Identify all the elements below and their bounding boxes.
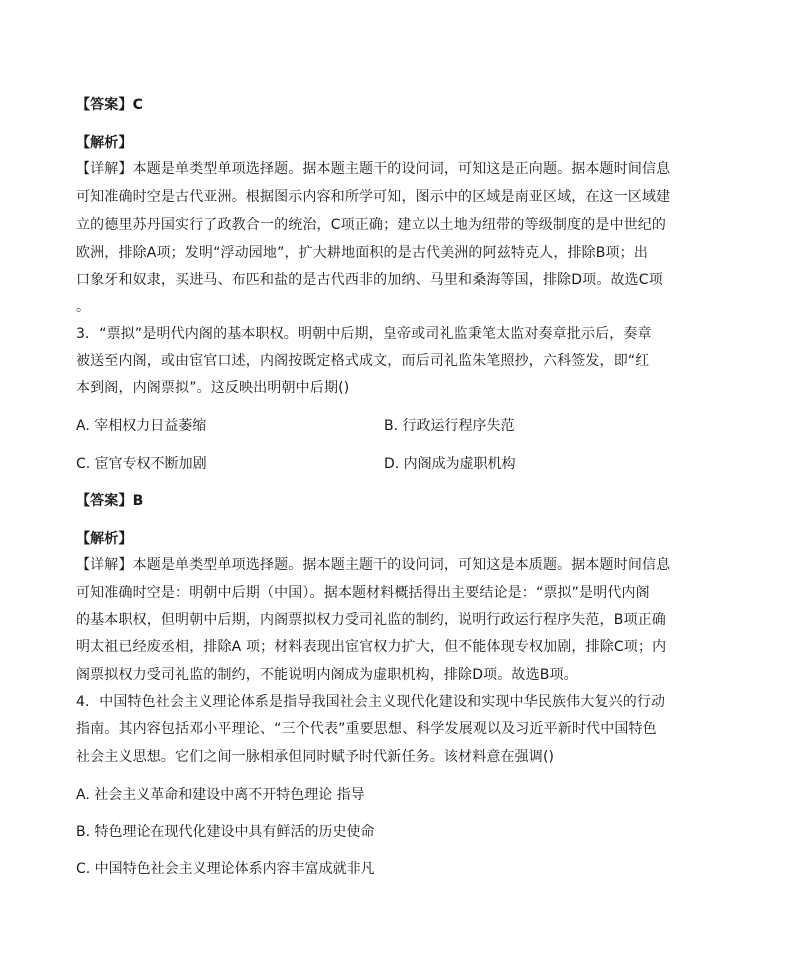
analysis-line: 立的德里苏丹国实行了政教合一的统治，C项正确；建立以土地为纽带的等级制度的是中世纪的 [76,217,667,233]
analysis-line: 【详解】本题是单类型单项选择题。据本题主题干的设问词，可知这是本质题。据本题时间信息 [76,557,671,573]
analysis-line: 欧洲，排除A项；发明“浮动园地”，扩大耕地面积的是古代美洲的阿兹特克人，排除B项；出 [76,245,648,261]
question-3-option-d: D. 内阁成为虚职机构 [384,456,516,472]
question-3-stem-line: 3．“票拟”是明代内阁的基本职权。明朝中后期，皇帝或司礼监秉笔太监对奏章批示后，奏章 [76,326,652,342]
question-4-stem-line: 社会主义思想。它们之间一脉相承但同时赋予时代新任务。该材料意在强调() [76,749,555,765]
analysis-line: 。 [76,299,91,315]
analysis-line: 口象牙和奴隶，买进马、布匹和盐的是古代西非的加纳、马里和桑海等国，排除D项。故选C项 [76,272,663,288]
analysis-line: 明太祖已经废丞相，排除A 项；材料表现出宦官权力扩大，但不能体现专权加剧，排除C项；内 [76,639,667,655]
analysis-line: 的基本职权，但明朝中后期，内阁票拟权力受司礼监的制约，说明行政运行程序失范，B项正确 [76,612,666,628]
question-4-option-a: A. 社会主义革命和建设中离不开特色理论 指导 [76,787,365,803]
question-4-option-b: B. 特色理论在现代化建设中具有鲜活的历史使命 [76,824,375,840]
analysis-line: 阁票拟权力受司礼监的制约，不能说明内阁成为虚职机构，排除D项。故选B项。 [76,667,578,683]
question-3-stem-line: 被送至内阁，或由宦官口述，内阁按既定格式成文，而后司礼监朱笔照抄，六科签发，即“红 [76,353,650,369]
answer-label-3: 【答案】B [76,493,144,509]
question-3-option-a: A. 宰相权力日益萎缩 [76,418,207,434]
analysis-heading-1: 【解析】 [76,135,133,151]
question-4-option-c: C. 中国特色社会主义理论体系内容丰富成就非凡 [76,861,375,877]
question-3-stem-line: 本到阁，内阁票拟”。这反映出明朝中后期() [76,380,350,396]
question-4-stem-line: 4．中国特色社会主义理论体系是指导我国社会主义现代化建设和实现中华民族伟大复兴的行动 [76,694,666,710]
analysis-heading-3: 【解析】 [76,531,133,547]
question-4-stem-line: 指南。其内容包括邓小平理论、“三个代表”重要思想、科学发展观以及习近平新时代中国特色 [76,721,657,737]
question-3-option-b: B. 行政运行程序失范 [384,418,515,434]
question-3-option-c: C. 宦官专权不断加剧 [76,456,207,472]
analysis-line: 可知准确时空是古代亚洲。根据图示内容和所学可知，图示中的区域是南亚区域，在这一区域建 [76,189,671,205]
answer-label-1: 【答案】C [76,97,144,113]
analysis-line: 【详解】本题是单类型单项选择题。据本题主题干的设问词，可知这是正向题。据本题时间信息 [76,161,671,177]
analysis-line: 可知准确时空是：明朝中后期（中国）。据本题材料概括得出主要结论是：“票拟”是明代内阁 [76,585,650,601]
